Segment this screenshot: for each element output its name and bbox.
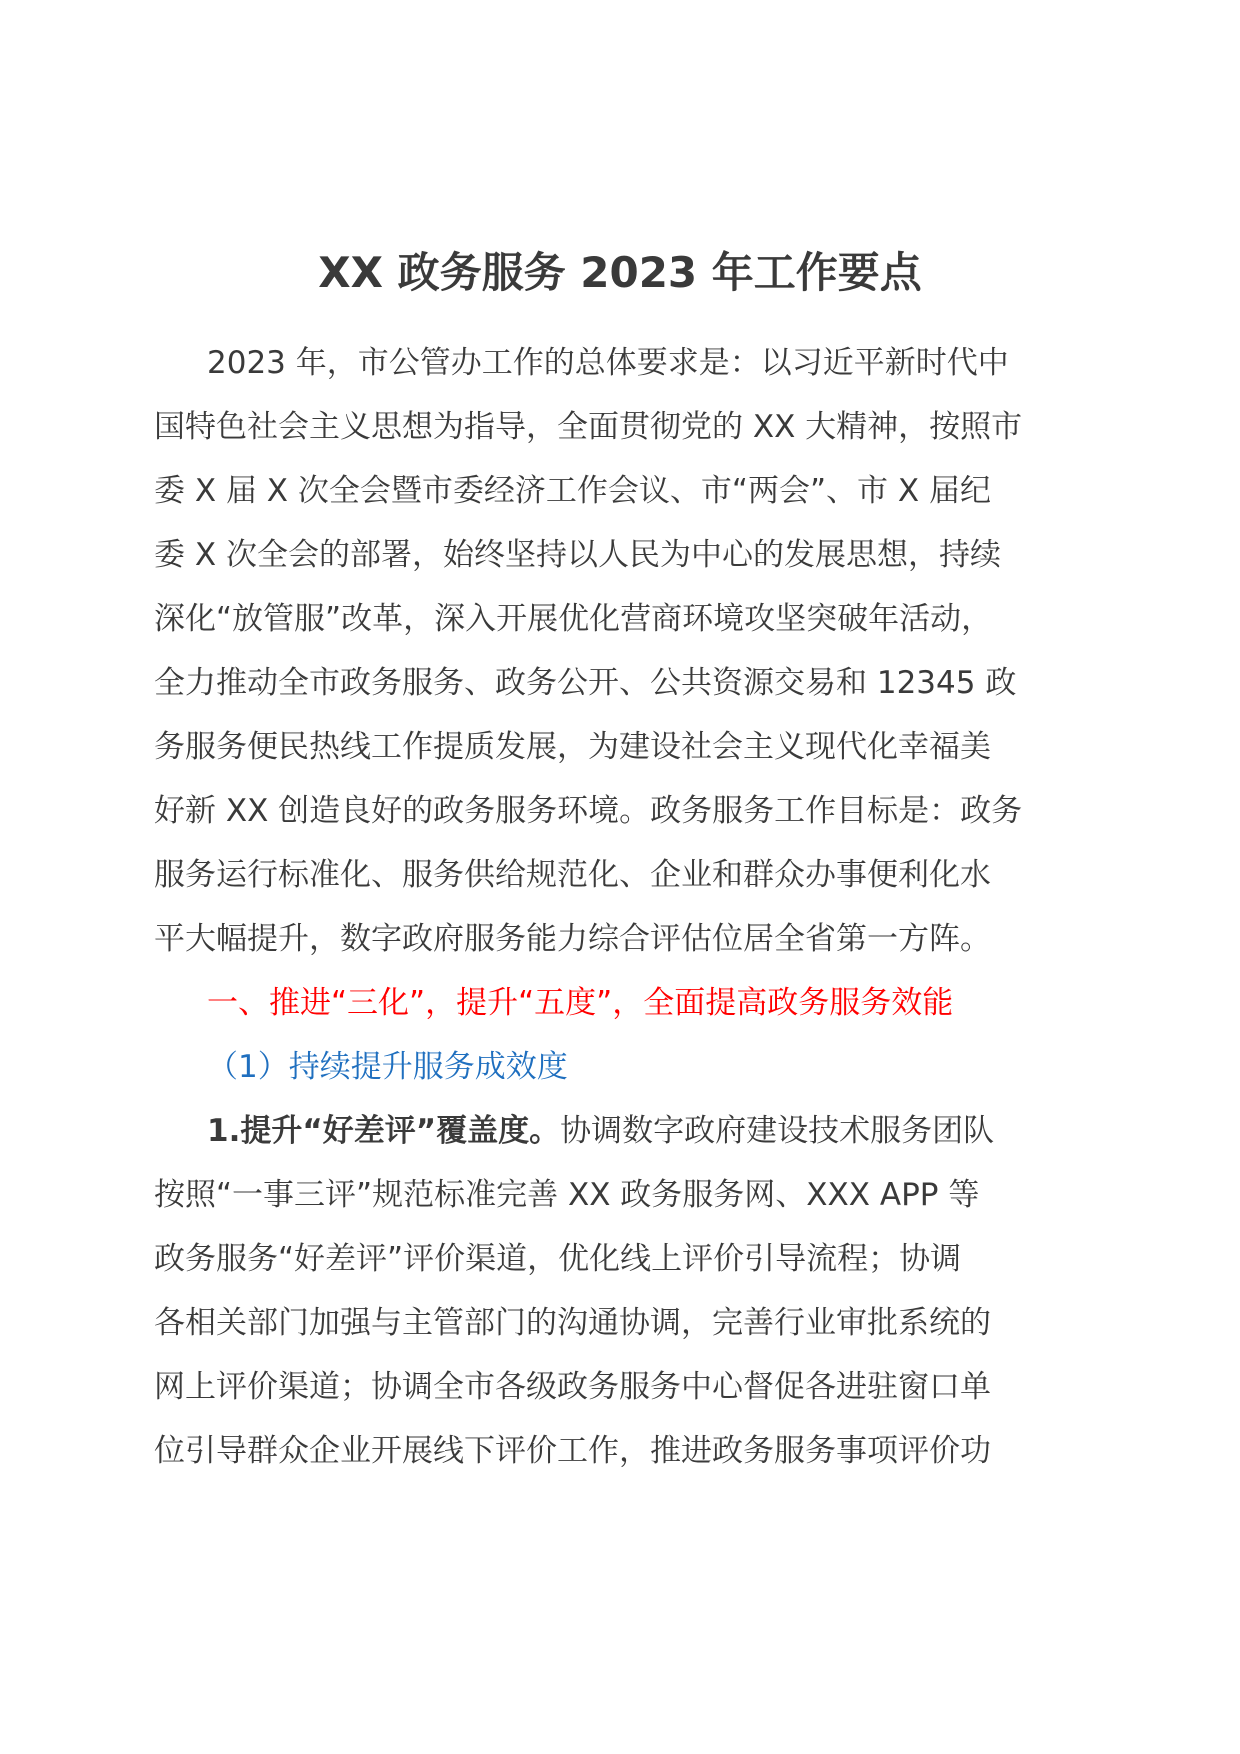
item-line: 各相关部门加强与主管部门的沟通协调，完善行业审批系统的: [154, 1305, 991, 1341]
document-title: XX 政务服务 2023 年工作要点: [318, 248, 922, 297]
item-line: 政务服务“好差评”评价渠道，优化线上评价引导流程；协调: [154, 1241, 962, 1277]
intro-line: 服务运行标准化、服务供给规范化、企业和群众办事便利化水: [154, 857, 991, 893]
item-line: 按照“一事三评”规范标准完善 XX 政务服务网、XXX APP 等: [154, 1177, 980, 1213]
intro-line: 委 X 届 X 次全会暨市委经济工作会议、市“两会”、市 X 届纪: [154, 473, 991, 509]
item-line: 位引导群众企业开展线下评价工作，推进政务服务事项评价功: [154, 1433, 991, 1469]
intro-line: 全力推动全市政务服务、政务公开、公共资源交易和 12345 政: [154, 665, 1017, 701]
section-heading: 一、推进“三化”，提升“五度”，全面提高政务服务效能: [207, 985, 954, 1021]
intro-line: 国特色社会主义思想为指导，全面贯彻党的 XX 大精神，按照市: [154, 409, 1023, 445]
intro-line: 深化“放管服”改革，深入开展优化营商环境攻坚突破年活动，: [154, 601, 993, 637]
item-line: 网上评价渠道；协调全市各级政务服务中心督促各进驻窗口单: [154, 1369, 991, 1405]
item-first-line: [207, 1099, 994, 1163]
intro-line: 好新 XX 创造良好的政务服务环境。政务服务工作目标是：政务: [154, 793, 1023, 829]
intro-line: 平大幅提升，数字政府服务能力综合评估位居全省第一方阵。: [154, 921, 991, 957]
intro-line: 务服务便民热线工作提质发展，为建设社会主义现代化幸福美: [154, 729, 991, 765]
item-text: 协调数字政府建设技术服务团队: [560, 1113, 995, 1149]
intro-line: 委 X 次全会的部署，始终坚持以人民为中心的发展思想，持续: [154, 537, 1001, 573]
intro-line: 2023 年，市公管办工作的总体要求是：以习近平新时代中: [207, 345, 1009, 381]
subsection-heading: （1）持续提升服务成效度: [207, 1049, 568, 1085]
item-heading: 1.提升“好差评”覆盖度。: [207, 1113, 561, 1149]
